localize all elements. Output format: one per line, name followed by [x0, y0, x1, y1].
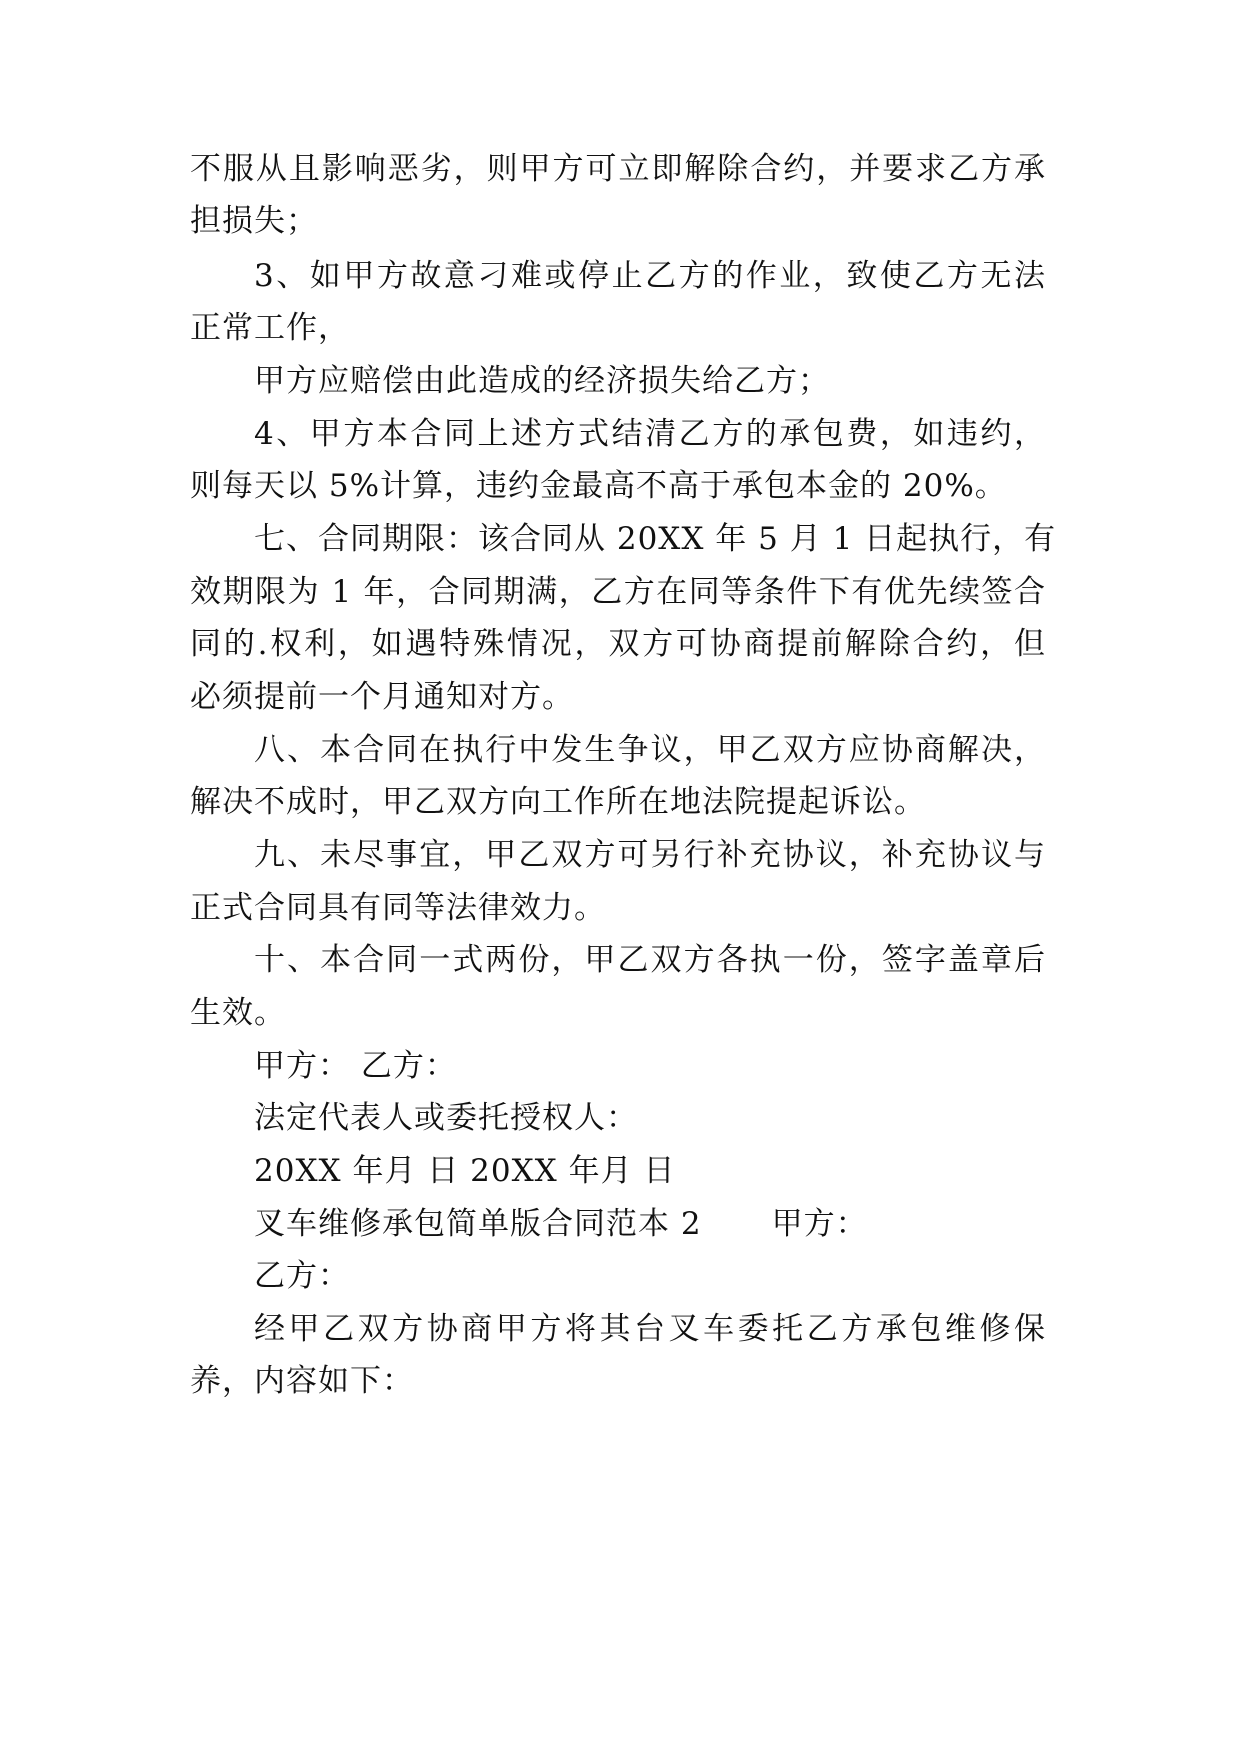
text-line: 担损失； — [190, 203, 318, 239]
party-a-label: 甲方： — [771, 1206, 868, 1242]
text-line: 九、未尽事宜，甲乙双方可另行补充协议，补充协议与 — [254, 837, 1046, 873]
text-line: 同的.权利，如遇特殊情况，双方可协商提前解除合约，但 — [190, 626, 1046, 662]
signature-representative: 法定代表人或委托授权人： — [254, 1100, 638, 1136]
party-b-label: 乙方： — [254, 1258, 350, 1294]
text-line: 效期限为 1 年，合同期满，乙方在同等条件下有优先续签合 — [190, 574, 1046, 610]
text-line: 4、甲方本合同上述方式结清乙方的承包费，如违约， — [254, 416, 1046, 452]
text-line: 不服从且影响恶劣，则甲方可立即解除合约，并要求乙方承 — [190, 151, 1046, 187]
signature-dates: 20XX 年月 日 20XX 年月 日 — [254, 1153, 676, 1189]
text-line: 3、如甲方故意刁难或停止乙方的作业，致使乙方无法 — [254, 258, 1046, 294]
text-line: 经甲乙双方协商甲方将其台叉车委托乙方承包维修保 — [254, 1311, 1046, 1347]
text-line: 生效。 — [190, 995, 286, 1031]
text-line: 八、本合同在执行中发生争议，甲乙双方应协商解决， — [254, 732, 1046, 768]
text-line: 七、合同期限：该合同从 20XX 年 5 月 1 日起执行，有 — [254, 521, 1057, 557]
text-line: 则每天以 5%计算，违约金最高不高于承包本金的 20%。 — [190, 468, 1007, 504]
contract-title: 叉车维修承包简单版合同范本 2 — [254, 1206, 702, 1242]
text-line: 十、本合同一式两份，甲乙双方各执一份，签字盖章后 — [254, 942, 1046, 978]
text-line: 甲方应赔偿由此造成的经济损失给乙方； — [254, 363, 830, 399]
text-line: 必须提前一个月通知对方。 — [190, 679, 574, 715]
signature-parties: 甲方： 乙方： — [254, 1048, 457, 1084]
text-line: 正常工作， — [190, 310, 350, 346]
text-line: 正式合同具有同等法律效力。 — [190, 890, 606, 926]
text-line: 解决不成时，甲乙双方向工作所在地法院提起诉讼。 — [190, 784, 926, 820]
contract-title-line — [254, 1204, 868, 1244]
text-line: 养，内容如下： — [190, 1363, 414, 1399]
